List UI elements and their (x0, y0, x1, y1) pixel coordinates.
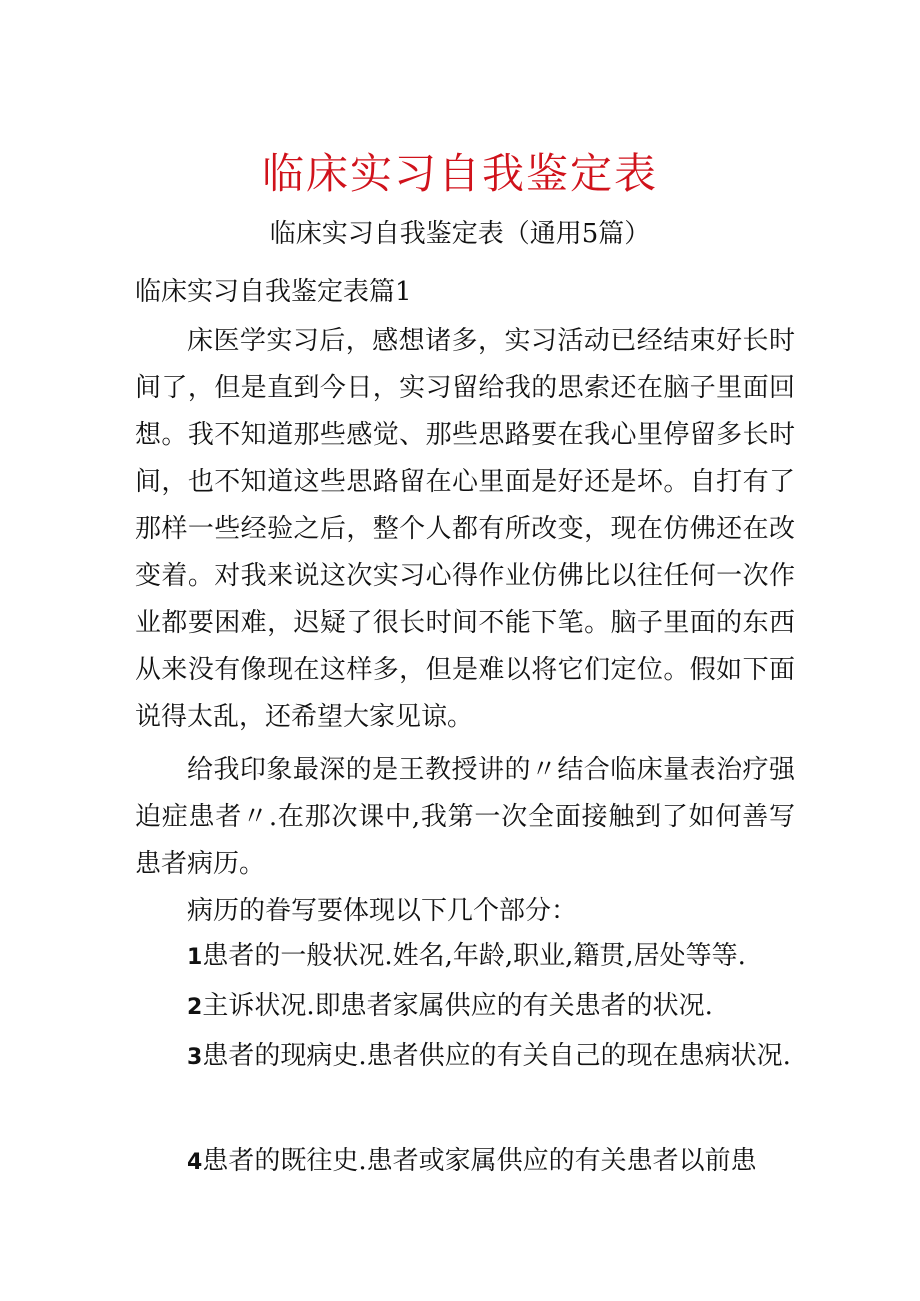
list-number: 4 (187, 1150, 203, 1175)
list-number: 2 (187, 995, 203, 1020)
list-item-chief-complaint (135, 983, 795, 1031)
paragraph-reflection: 床医学实习后，感想诸多，实习活动已经结束好长时间了，但是直到今日，实习留给我的思索还在脑子里面回想。我不知道那些感觉、那些思路要在我心里停留多长时间，也不知道这些思路留在心里面是好还是坏。自打有了那样一些经验之后，整个人都有所改变，现在仿佛还在改变着。对我来说这次实习心得作业仿佛比以往任何一次作业都要困难，迟疑了很长时间不能下笔。脑子里面的东西从来没有像现在这样多，但是难以将它们定位。假如下面说得太乱，还希望大家见谅。 (135, 326, 795, 732)
list-item-present-history (135, 1033, 795, 1081)
list-item-general-info (135, 933, 795, 981)
list-number: 1 (187, 945, 203, 970)
paragraph-impression: 给我印象最深的是王教授讲的〃结合临床量表治疗强迫症患者〃.在那次课中,我第一次全面接触到了如何善写患者病历。 (135, 755, 795, 879)
document-title: 临床实习自我鉴定表 (261, 149, 658, 198)
list-text: 主诉状况.即患者家属供应的有关患者的状况. (202, 991, 713, 1021)
list-number: 3 (187, 1045, 203, 1070)
list-item-past-history (135, 1138, 795, 1186)
section-heading: 临床实习自我鉴定表篇1 (135, 277, 412, 307)
list-text: 患者的一般状况.姓名,年龄,职业,籍贯,居处等等. (202, 941, 746, 971)
list-text: 患者的既往史.患者或家属供应的有关患者以前患 (202, 1146, 757, 1176)
document-subtitle: 临床实习自我鉴定表（通用5篇） (269, 219, 651, 249)
list-text: 患者的现病史.患者供应的有关自己的现在患病状况. (202, 1041, 791, 1071)
paragraph-record-intro: 病历的眷写要体现以下几个部分： (187, 896, 578, 926)
